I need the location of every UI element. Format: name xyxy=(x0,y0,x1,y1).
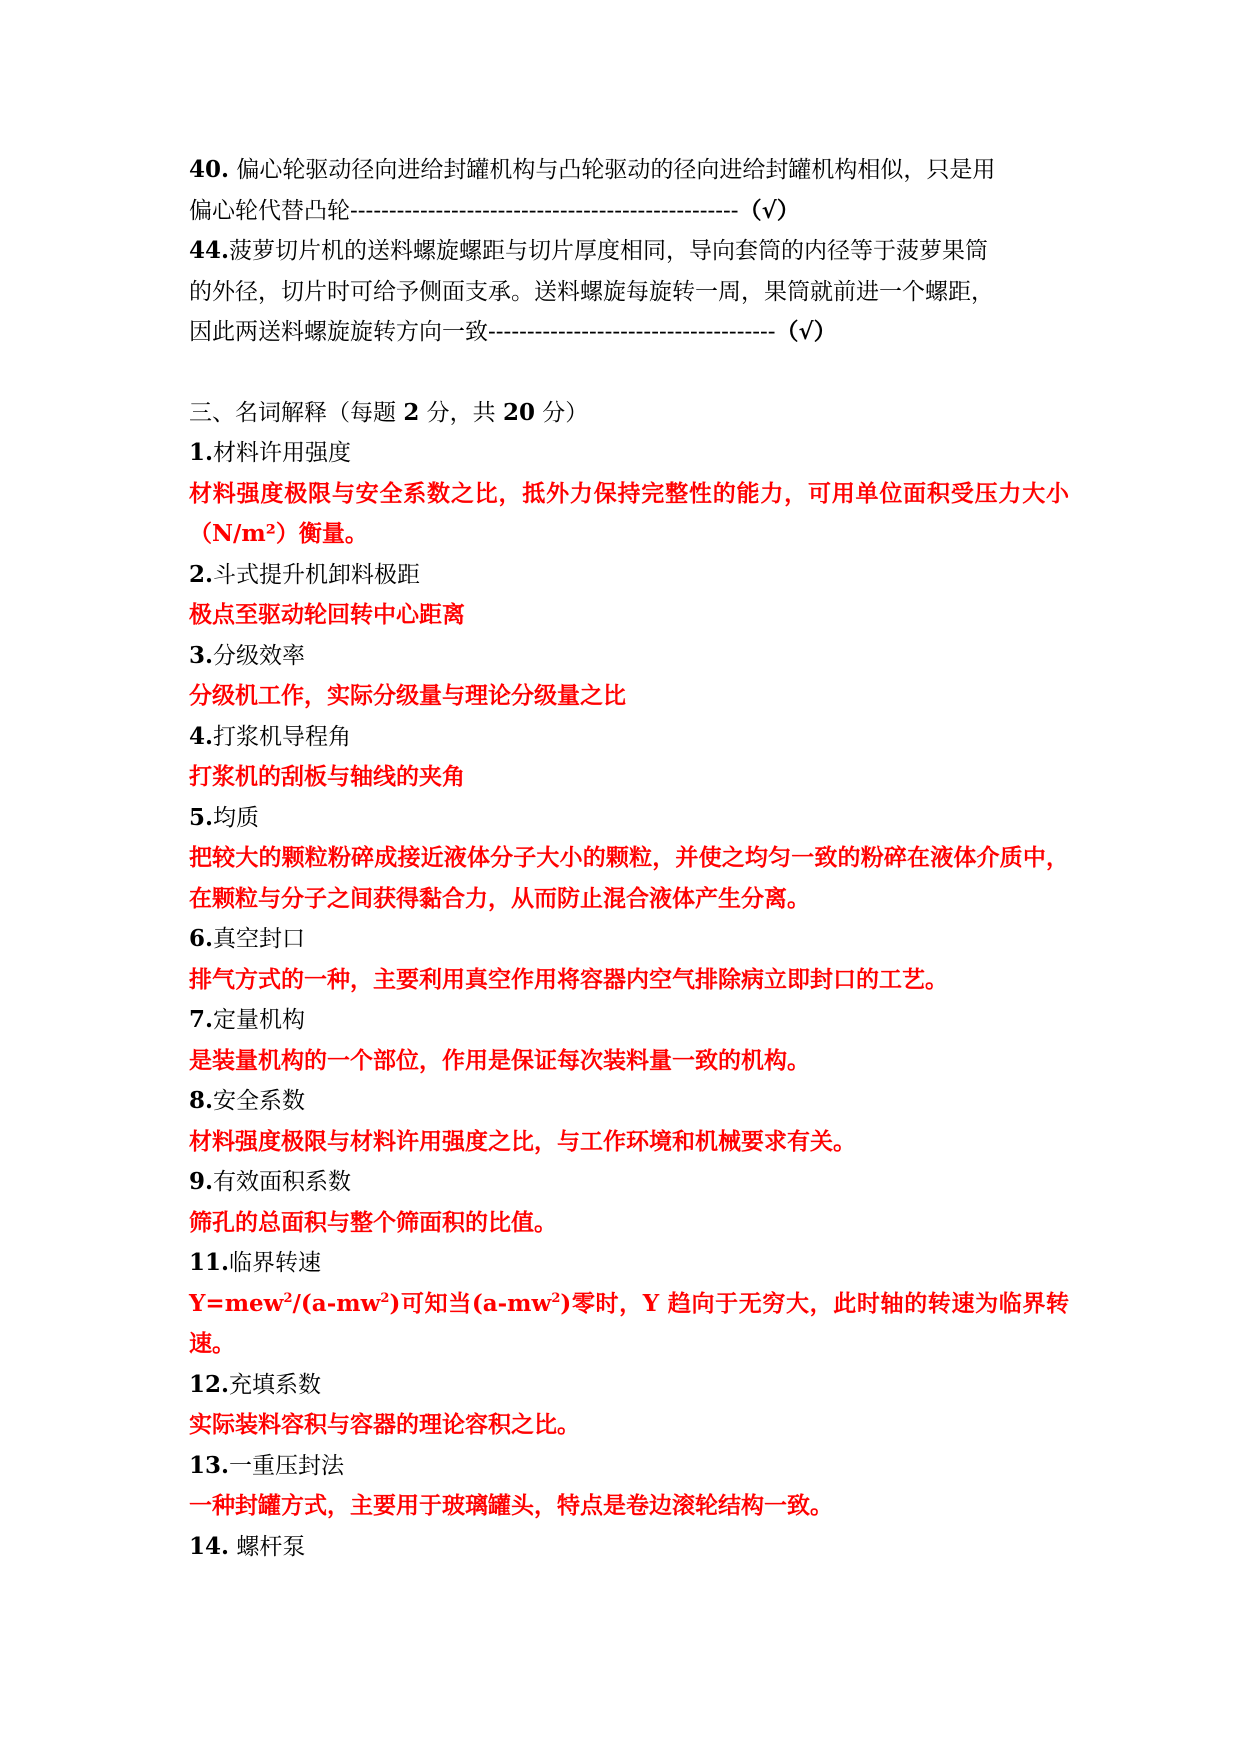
term-number: 2. xyxy=(189,560,214,588)
term-answer: 是装量机构的一个部位，作用是保证每次装料量一致的机构。 xyxy=(189,1046,810,1074)
question-text: 因此两送料螺旋旋转方向一致------------------------------------- xyxy=(189,319,776,345)
superscript: 2 xyxy=(380,1290,390,1306)
question-text: 偏心轮驱动径向进给封罐机构与凸轮驱动的径向进给封罐机构相似，只是用 xyxy=(229,157,996,183)
term-name: 斗式提升机卸料极距 xyxy=(213,561,421,588)
term-number: 9. xyxy=(189,1168,214,1195)
question-text: 菠萝切片机的送料螺旋螺距与切片厚度相同，导向套筒的内径等于菠萝果筒 xyxy=(229,238,989,264)
term-name: 一重压封法 xyxy=(229,1452,345,1479)
term-answer: 筛孔的总面积与整个筛面积的比值。 xyxy=(189,1208,557,1236)
term-number: 6. xyxy=(189,925,214,952)
formula-part: Y=mew xyxy=(189,1289,284,1317)
heading-text: 三、名词解释（每题 xyxy=(189,399,404,426)
superscript: 2 xyxy=(283,1290,293,1306)
term-name: 定量机构 xyxy=(213,1007,306,1033)
heading-number: 20 xyxy=(502,398,535,426)
formula-part: )零时，Y 趋向于无穷大，此时轴的转速为临界转速。 xyxy=(189,1289,1069,1357)
term-answer: 分级机工作，实际分级量与理论分级量之比 xyxy=(189,682,626,709)
term-number: 5. xyxy=(189,803,214,831)
term-answer: 把较大的颗粒粉碎成接近液体分子大小的颗粒，并使之均匀一致的粉碎在液体介质中，在颗粒与分子之间获得黏合力，从而防止混合液体产生分离。 xyxy=(189,844,1069,912)
term-title xyxy=(189,717,1069,758)
term-answer: 材料强度极限与安全系数之比，抵外力保持完整性的能力，可用单位面积受压力大小（N/m²）衡量。 xyxy=(189,479,1069,547)
question-number: 44. xyxy=(189,237,230,264)
term-answer xyxy=(189,1284,1069,1365)
term-title xyxy=(189,1081,1069,1122)
formula-part: /(a-mw xyxy=(292,1289,381,1317)
term-answer: 实际装料容积与容器的理论容积之比。 xyxy=(189,1411,580,1438)
term-answer: 打浆机的刮板与轴线的夹角 xyxy=(189,763,465,790)
term-name: 均质 xyxy=(213,804,260,831)
question-text: 偏心轮代替凸轮-------------------------------------------------- xyxy=(189,197,739,224)
document-page xyxy=(189,150,1069,1567)
question-44-line2 xyxy=(189,272,1069,313)
question-40 xyxy=(189,150,1069,191)
term-name: 临界转速 xyxy=(229,1250,322,1276)
term-answer: 排气方式的一种，主要利用真空作用将容器内空气排除病立即封口的工艺。 xyxy=(189,965,948,993)
answer-mark: （√） xyxy=(738,196,800,224)
term-number: 12. xyxy=(189,1370,230,1398)
term-title xyxy=(189,919,1069,960)
term-number: 3. xyxy=(189,641,214,669)
heading-text: 分，共 xyxy=(419,399,503,426)
term-answer: 极点至驱动轮回转中心距离 xyxy=(189,601,465,628)
term-number: 4. xyxy=(189,722,214,750)
term-name: 螺杆泵 xyxy=(236,1533,306,1560)
term-name: 材料许用强度 xyxy=(213,440,352,466)
term-title xyxy=(189,1527,1069,1568)
term-title xyxy=(189,1000,1069,1041)
term-name: 真空封口 xyxy=(213,926,306,952)
term-answer: 材料强度极限与材料许用强度之比，与工作环境和机械要求有关。 xyxy=(189,1127,856,1155)
term-title xyxy=(189,1446,1069,1487)
term-name: 有效面积系数 xyxy=(213,1169,352,1195)
question-40-line2 xyxy=(189,191,1069,232)
term-title xyxy=(189,636,1069,677)
heading-number: 2 xyxy=(403,398,420,426)
question-text: 的外径，切片时可给予侧面支承。送料螺旋每旋转一周，果筒就前进一个螺距， xyxy=(189,278,994,305)
question-44-line3 xyxy=(189,312,1069,353)
term-title xyxy=(189,798,1069,839)
formula-part: )可知当(a-mw xyxy=(389,1289,552,1317)
question-number: 40. xyxy=(189,156,230,183)
term-number: 7. xyxy=(189,1006,214,1033)
term-number: 8. xyxy=(189,1087,214,1114)
term-title xyxy=(189,433,1069,474)
heading-text: 分） xyxy=(534,399,589,426)
term-name: 充填系数 xyxy=(229,1371,322,1398)
term-name: 安全系数 xyxy=(213,1088,306,1114)
term-name: 打浆机导程角 xyxy=(213,723,352,750)
term-title xyxy=(189,1365,1069,1406)
superscript: 2 xyxy=(551,1290,561,1306)
term-number: 1. xyxy=(189,439,214,466)
spacer xyxy=(189,353,1069,393)
term-title xyxy=(189,555,1069,596)
term-title xyxy=(189,1243,1069,1284)
term-number: 13. xyxy=(189,1451,230,1479)
term-name: 分级效率 xyxy=(213,642,306,669)
term-title xyxy=(189,1162,1069,1203)
section-heading xyxy=(189,393,1069,434)
answer-mark: （√） xyxy=(775,318,837,345)
question-44 xyxy=(189,231,1069,272)
term-answer: 一种封罐方式，主要用于玻璃罐头，特点是卷边滚轮结构一致。 xyxy=(189,1492,833,1519)
term-number: 11. xyxy=(189,1249,230,1276)
term-number: 14. xyxy=(189,1532,230,1560)
